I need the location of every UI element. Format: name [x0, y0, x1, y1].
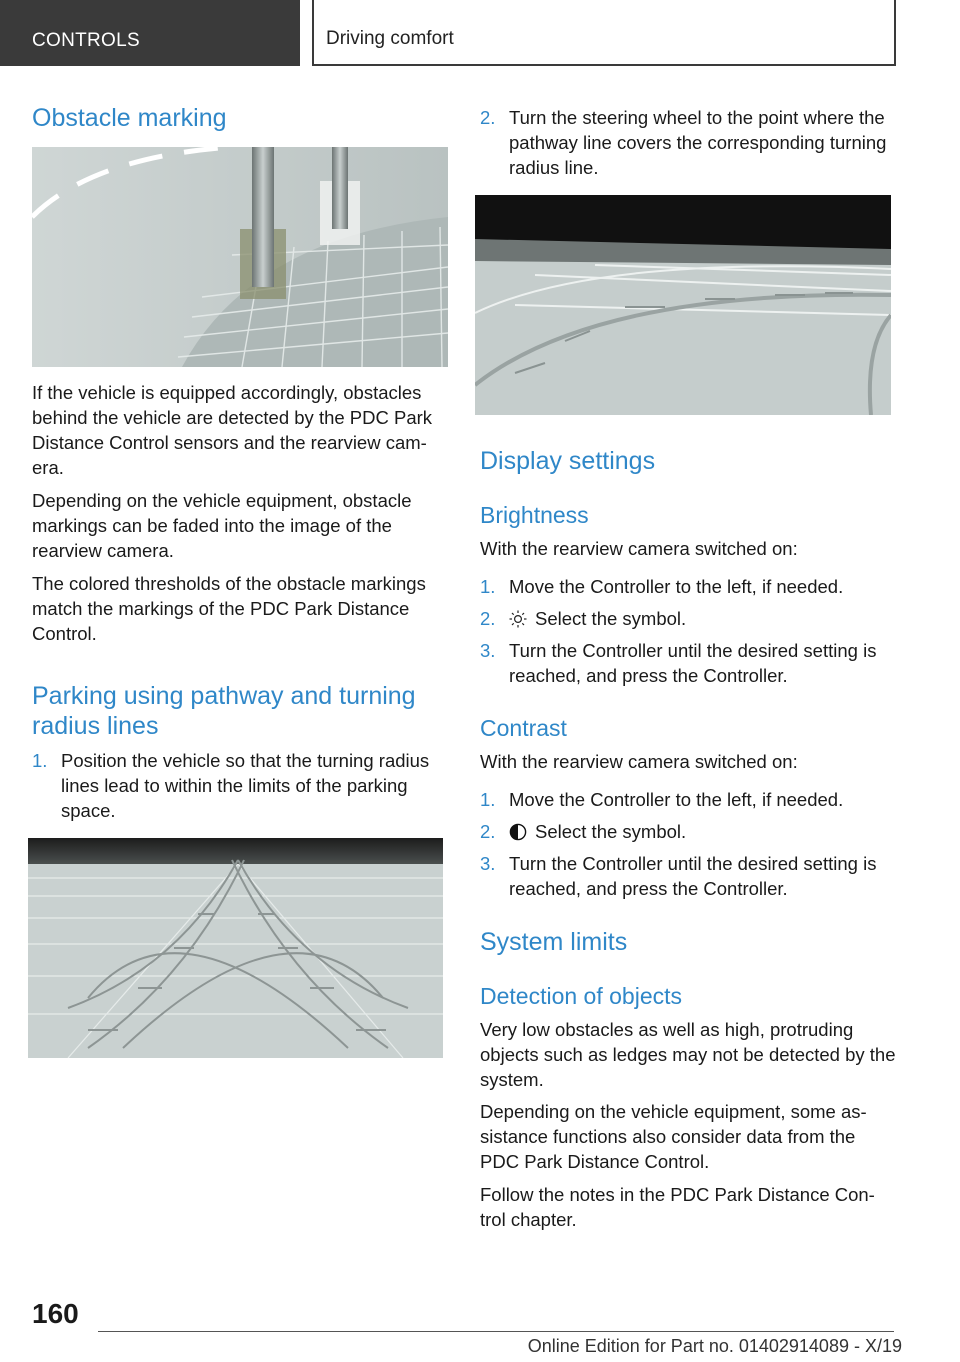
step-number: 2.	[480, 107, 496, 128]
step-number: 1.	[480, 789, 496, 810]
header-chapter-label: Driving comfort	[326, 28, 454, 49]
header-chapter-tab	[312, 0, 896, 66]
pathway-line-figure	[475, 195, 891, 415]
system-limits-heading: System limits	[480, 928, 628, 956]
step-text: Turn the Controller until the desired setting is reached, and press the Controller.	[509, 853, 877, 899]
parking-step-2	[480, 105, 896, 185]
brightness-sun-icon	[509, 609, 527, 634]
contrast-step-1	[480, 787, 896, 813]
contrast-step-3	[480, 851, 896, 911]
page-number: 160	[32, 1298, 79, 1329]
brightness-heading: Brightness	[480, 502, 589, 528]
display-settings-heading: Display settings	[480, 447, 656, 475]
step-text: Position the vehicle so that the turning radius lines lead to within the limits of the parking space.	[61, 750, 430, 821]
parking-lines-heading: Parking using pathway and turning radius lines	[32, 682, 416, 740]
obstacle-paragraph-2: Depending on the vehicle equipment, obstacle markings can be faded into the image of the rearview camera.	[32, 490, 412, 561]
step-text: Turn the steering wheel to the point where the pathway line covers the corresponding turning radius line.	[509, 107, 887, 178]
brightness-step-3	[480, 638, 896, 698]
obstacle-paragraph-3: The colored thresholds of the obstacle markings match the markings of the PDC Park Distance Control.	[32, 573, 426, 644]
obstacle-paragraph-1: If the vehicle is equipped accordingly, obstacles behind the vehicle are detected by the PDC Park Distance Control sensors and the rearview cam-era.	[32, 382, 433, 478]
header-section-tab	[0, 0, 300, 66]
step-number: 2.	[480, 821, 496, 842]
detection-paragraph-2: Depending on the vehicle equipment, some as-sistance functions also consider data from the PDC Park Distance Control.	[480, 1101, 867, 1172]
step-number: 3.	[480, 853, 496, 874]
brightness-step-2	[480, 606, 896, 632]
footer-edition: Online Edition for Part no. 01402914089 - X/19	[527, 1336, 902, 1356]
obstacle-marking-heading: Obstacle marking	[32, 104, 227, 132]
header-section-label: CONTROLS	[32, 30, 140, 51]
detection-paragraph-3: Follow the notes in the PDC Park Distance Con-trol chapter.	[480, 1184, 875, 1230]
footer-divider	[98, 1331, 894, 1332]
step-text: Turn the Controller until the desired setting is reached, and press the Controller.	[509, 640, 877, 686]
step-text: Move the Controller to the left, if needed.	[509, 789, 844, 810]
contrast-intro: With the rearview camera switched on:	[480, 751, 798, 772]
step-number: 3.	[480, 640, 496, 661]
contrast-half-circle-icon	[509, 822, 527, 847]
detection-heading: Detection of objects	[480, 983, 683, 1009]
step-number: 2.	[480, 608, 496, 629]
detection-paragraph-1: Very low obstacles as well as high, protruding objects such as ledges may not be detected by the system.	[480, 1019, 896, 1090]
brightness-intro: With the rearview camera switched on:	[480, 538, 798, 559]
parking-step-1	[32, 748, 448, 828]
step-number: 1.	[480, 576, 496, 597]
turning-radius-figure	[28, 838, 443, 1058]
brightness-step-1	[480, 574, 896, 600]
contrast-step-2	[480, 819, 896, 845]
contrast-heading: Contrast	[480, 715, 567, 741]
obstacle-marking-figure	[32, 147, 448, 367]
step-text: Move the Controller to the left, if needed.	[509, 576, 844, 597]
step-text: Select the symbol.	[535, 608, 687, 629]
step-number: 1.	[32, 750, 48, 771]
step-text: Select the symbol.	[535, 821, 687, 842]
